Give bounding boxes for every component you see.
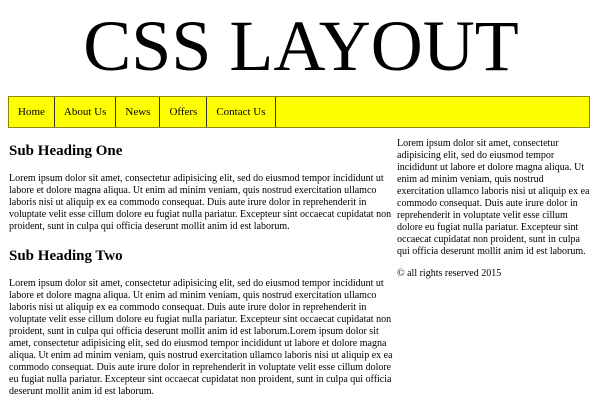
- nav-item-news[interactable]: News: [116, 97, 160, 127]
- nav-item-offers[interactable]: Offers: [160, 97, 207, 127]
- nav-item-about-us[interactable]: About Us: [55, 97, 116, 127]
- sub-heading-one: Sub Heading One: [9, 143, 123, 159]
- nav-bar: [8, 96, 590, 128]
- nav-item-home[interactable]: Home: [9, 97, 55, 127]
- sub-heading-two: Sub Heading Two: [9, 248, 123, 264]
- sidebar: [397, 138, 593, 280]
- footer-copyright: © all rights reserved 2015: [397, 268, 502, 279]
- section-two-paragraph: Lorem ipsum dolor sit amet, consectetur adipisicing elit, sed do eiusmod tempor incididunt ut labore et dolore magna aliqua. Ut enim ad minim veniam, quis nostrud exercitation ullamco laboris nisi ut aliquip ex ea commodo consequat. Duis aute irure dolor in reprehenderit in voluptate velit esse cillum dolore eu fugiat nulla pariatur. Excepteur sint occaecat cupidatat non proident, sunt in culpa qui officia deserunt mollit anim id est laborum.Lorem ipsum dolor sit amet, consectetur adipisicing elit, sed do eiusmod tempor incididunt ut labore et dolore magna aliqua. Ut enim ad minim veniam, quis nostrud exercitation ullamco laboris nisi ut aliquip ex ea commodo consequat. Duis aute irure dolor in reprehenderit in voluptate velit esse cillum dolore eu fugiat nulla pariatur. Excepteur sint occaecat cupidatat non proident, sunt in culpa qui officia deserunt mollit anim id est laborum.: [9, 278, 393, 397]
- main-content: [9, 138, 393, 412]
- sidebar-paragraph: Lorem ipsum dolor sit amet, consectetur adipisicing elit, sed do eiusmod tempor incididunt ut labore et dolore magna aliqua. Ut enim ad minim veniam, quis nostrud exercitation ullamco laboris nisi ut aliquip ex ea commodo consequat. Duis aute irure dolor in reprehenderit in voluptate velit esse cillum dolore eu fugiat nulla pariatur. Excepteur sint occaecat cupidatat non proident, sunt in culpa qui officia deserunt mollit anim id est laborum.: [397, 138, 590, 257]
- site-title: CSS LAYOUT: [83, 6, 519, 86]
- section-one-paragraph: Lorem ipsum dolor sit amet, consectetur adipisicing elit, sed do eiusmod tempor incididunt ut labore et dolore magna aliqua. Ut enim ad minim veniam, quis nostrud exercitation ullamco laboris nisi ut aliquip ex ea commodo consequat. Duis aute irure dolor in reprehenderit in voluptate velit esse cillum dolore eu fugiat nulla pariatur. Excepteur sint occaecat cupidatat non proident, sunt in culpa qui officia deserunt mollit anim id est laborum.: [9, 173, 392, 232]
- nav-item-contact-us[interactable]: Contact Us: [207, 97, 275, 127]
